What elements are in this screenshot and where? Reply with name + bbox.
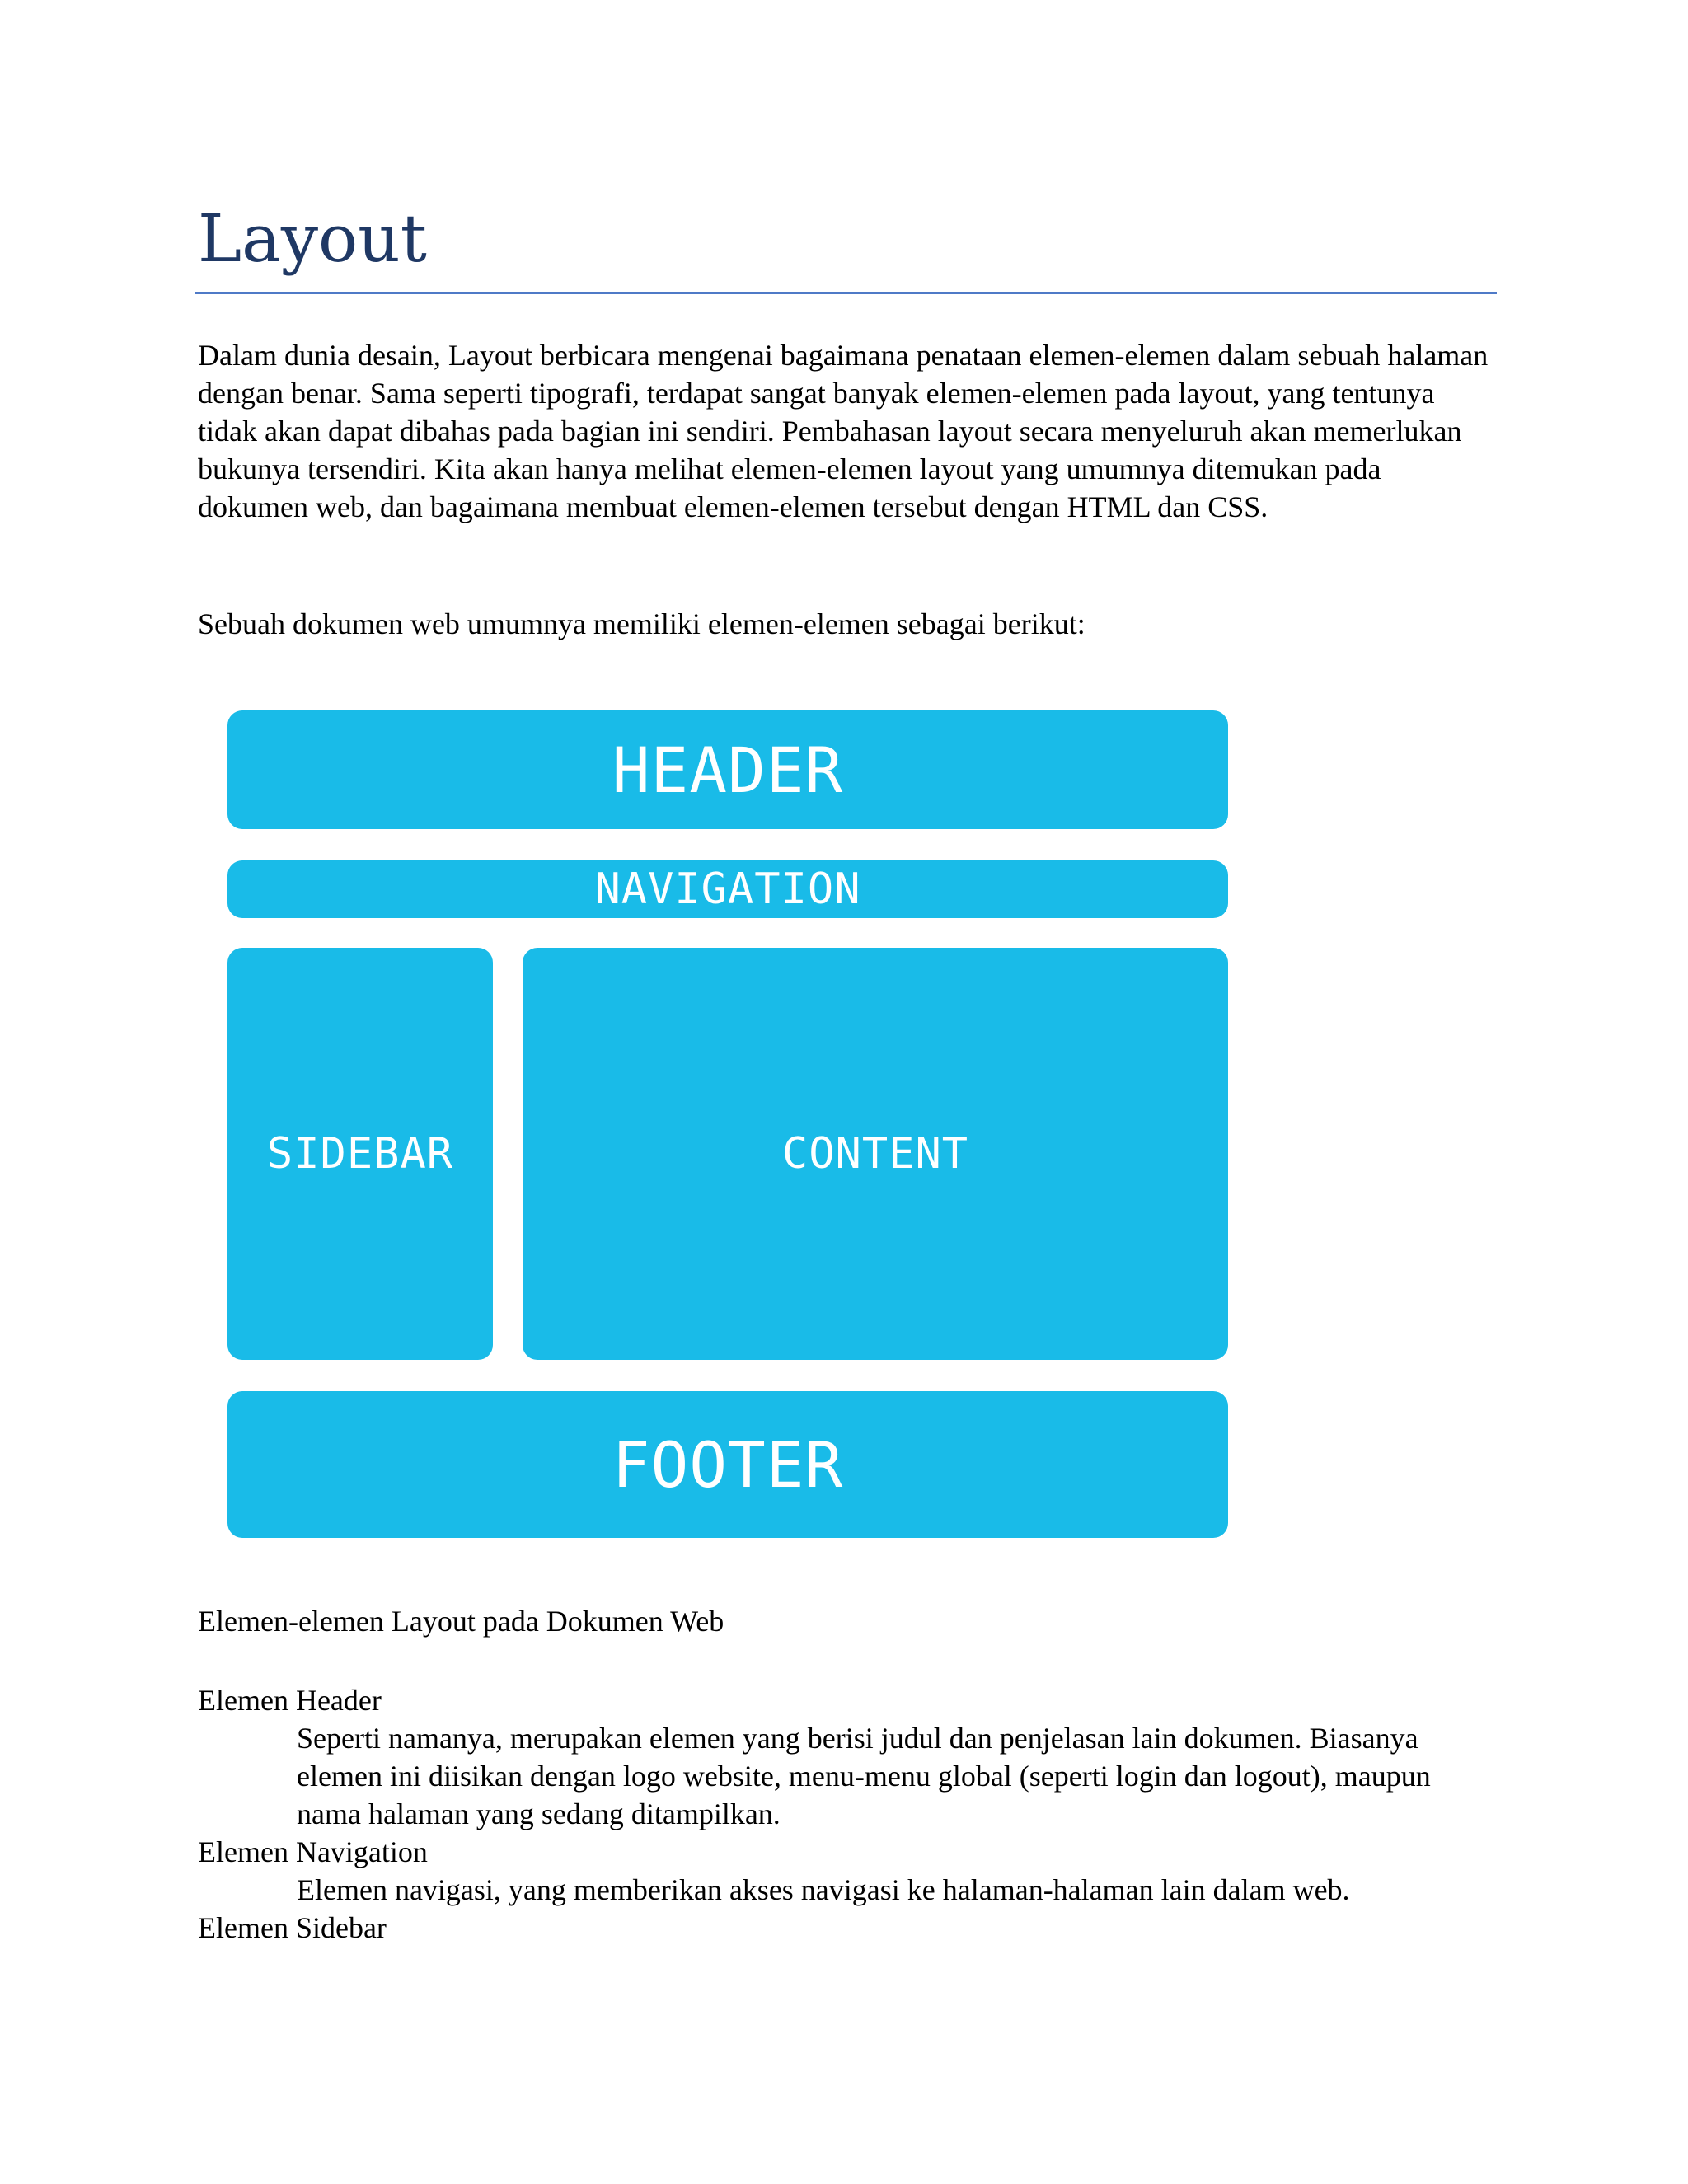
elements-intro-paragraph: Sebuah dokumen web umumnya memiliki elemen-elemen sebagai berikut: (198, 607, 1085, 640)
diagram-content-block: CONTENT (523, 948, 1228, 1360)
definition-description-header: Seperti namanya, merupakan elemen yang berisi judul dan penjelasan lain dokumen. Biasanya elemen ini diisikan dengan logo website, menu-menu global (seperti login dan logout), maupun nama halaman yang sedang ditampilkan. (297, 1722, 1431, 1830)
intro-paragraph: Dalam dunia desain, Layout berbicara mengenai bagaimana penataan elemen-elemen dalam sebuah halaman dengan benar. Sama seperti tipografi, terdapat sangat banyak elemen-elemen pada layout, yang tentunya tidak akan dapat dibahas pada bagian ini sendiri. Pembahasan layout secara menyeluruh akan memerlukan bukunya tersendiri. Kita akan hanya melihat elemen-elemen layout yang umumnya ditemukan pada dokumen web, dan bagaimana membuat elemen-elemen tersebut dengan HTML dan CSS. (198, 339, 1489, 523)
diagram-navigation-block: NAVIGATION (227, 860, 1228, 918)
page-title: Layout (198, 200, 427, 277)
diagram-sidebar-block: SIDEBAR (227, 948, 493, 1360)
definition-term-sidebar: Elemen Sidebar (198, 1911, 387, 1944)
diagram-header-block: HEADER (227, 710, 1228, 829)
definition-term-navigation: Elemen Navigation (198, 1835, 428, 1868)
definition-description-navigation: Elemen navigasi, yang memberikan akses navigasi ke halaman-halaman lain dalam web. (297, 1873, 1350, 1906)
layout-diagram (227, 710, 1228, 1535)
definition-term-header: Elemen Header (198, 1684, 382, 1717)
title-underline (195, 292, 1497, 294)
diagram-caption: Elemen-elemen Layout pada Dokumen Web (198, 1605, 724, 1638)
diagram-footer-block: FOOTER (227, 1391, 1228, 1538)
